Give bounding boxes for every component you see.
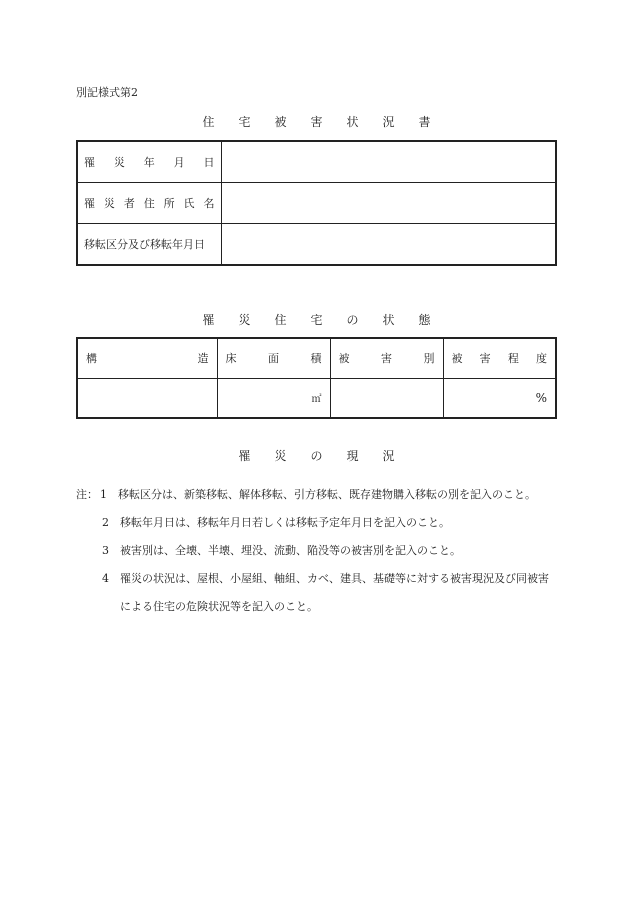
- header-label-char: 被: [451, 352, 463, 366]
- row-label-char: 罹: [84, 156, 95, 169]
- row-label-char: 災: [103, 197, 115, 210]
- note-number: 1: [100, 488, 107, 501]
- label-disaster-date: [77, 141, 221, 183]
- status-section-title: 罹災住宅の状態: [202, 313, 455, 327]
- current-status-title: 罹災の現況: [238, 449, 419, 463]
- header-label-char: 害: [381, 352, 392, 366]
- note-item: [76, 537, 556, 565]
- row-label-char: 所: [163, 197, 175, 210]
- header-label-char: 床: [225, 352, 237, 366]
- note-text: 移転年月日は、移転年月日若しくは移転予定年月日を記入のこと。: [120, 516, 450, 529]
- notes-section: [76, 481, 556, 621]
- form-number: 別記様式第2: [76, 86, 138, 99]
- note-item: [76, 481, 556, 509]
- cell-damage-type[interactable]: [330, 378, 443, 418]
- table-header-row: [77, 338, 556, 378]
- row-label-char: 日: [203, 156, 215, 169]
- row-label-char: 者: [123, 197, 135, 210]
- header-label-char: 構: [86, 352, 97, 366]
- header-floor-area: [217, 338, 330, 378]
- row-label-char: 名: [203, 197, 215, 210]
- unit-percent: %: [535, 390, 547, 405]
- info-table: [76, 140, 557, 266]
- document-title: 住宅被害状況書: [202, 115, 455, 129]
- cell-floor-area[interactable]: [217, 378, 330, 418]
- label-victim-address-name: [77, 183, 221, 224]
- header-label-char: 被: [338, 352, 350, 366]
- header-label-char: 程: [507, 352, 519, 366]
- table-row: [77, 224, 556, 266]
- header-label-char: 別: [423, 352, 435, 366]
- note-text: 移転区分は、新築移転、解体移転、引方移転、既存建物購入移転の別を記入のこと。: [118, 488, 536, 501]
- status-table: [76, 337, 557, 419]
- header-label-char: 度: [535, 352, 547, 366]
- note-text: 罹災の状況は、屋根、小屋組、軸組、カベ、建具、基礎等に対する被害現況及び同被害による住宅の危険状況等を記入のこと。: [120, 572, 549, 613]
- note-text: 被害別は、全壊、半壊、埋没、流動、陥没等の被害別を記入のこと。: [120, 544, 461, 557]
- header-damage-degree: [443, 338, 556, 378]
- value-disaster-date[interactable]: [221, 141, 556, 183]
- unit-square-meter: ㎡: [311, 394, 322, 406]
- value-victim-address-name[interactable]: [221, 183, 556, 224]
- note-number: 4: [102, 572, 109, 585]
- table-row: [77, 141, 556, 183]
- value-relocation[interactable]: [221, 224, 556, 266]
- notes-prefix: 注：: [76, 488, 98, 501]
- row-label-char: 氏: [183, 197, 195, 210]
- table-row: [77, 183, 556, 224]
- row-label-char: 移転区分及び移転年月日: [84, 238, 205, 251]
- note-number: 3: [102, 544, 109, 557]
- row-label-char: 災: [113, 156, 125, 169]
- note-item: [76, 565, 556, 621]
- label-relocation: [77, 224, 221, 266]
- header-label-char: 害: [479, 352, 491, 366]
- header-label-char: 積: [310, 352, 322, 366]
- cell-damage-degree[interactable]: [443, 378, 556, 418]
- row-label-char: 罹: [84, 197, 95, 210]
- header-label-char: 造: [197, 352, 209, 366]
- row-label-char: 月: [173, 156, 185, 169]
- table-row: [77, 378, 556, 418]
- row-label-char: 住: [143, 197, 155, 210]
- cell-structure[interactable]: [77, 378, 217, 418]
- note-number: 2: [102, 516, 109, 529]
- row-label-char: 年: [143, 156, 155, 169]
- header-damage-type: [330, 338, 443, 378]
- header-structure: [77, 338, 217, 378]
- header-label-char: 面: [268, 352, 279, 366]
- note-item: [76, 509, 556, 537]
